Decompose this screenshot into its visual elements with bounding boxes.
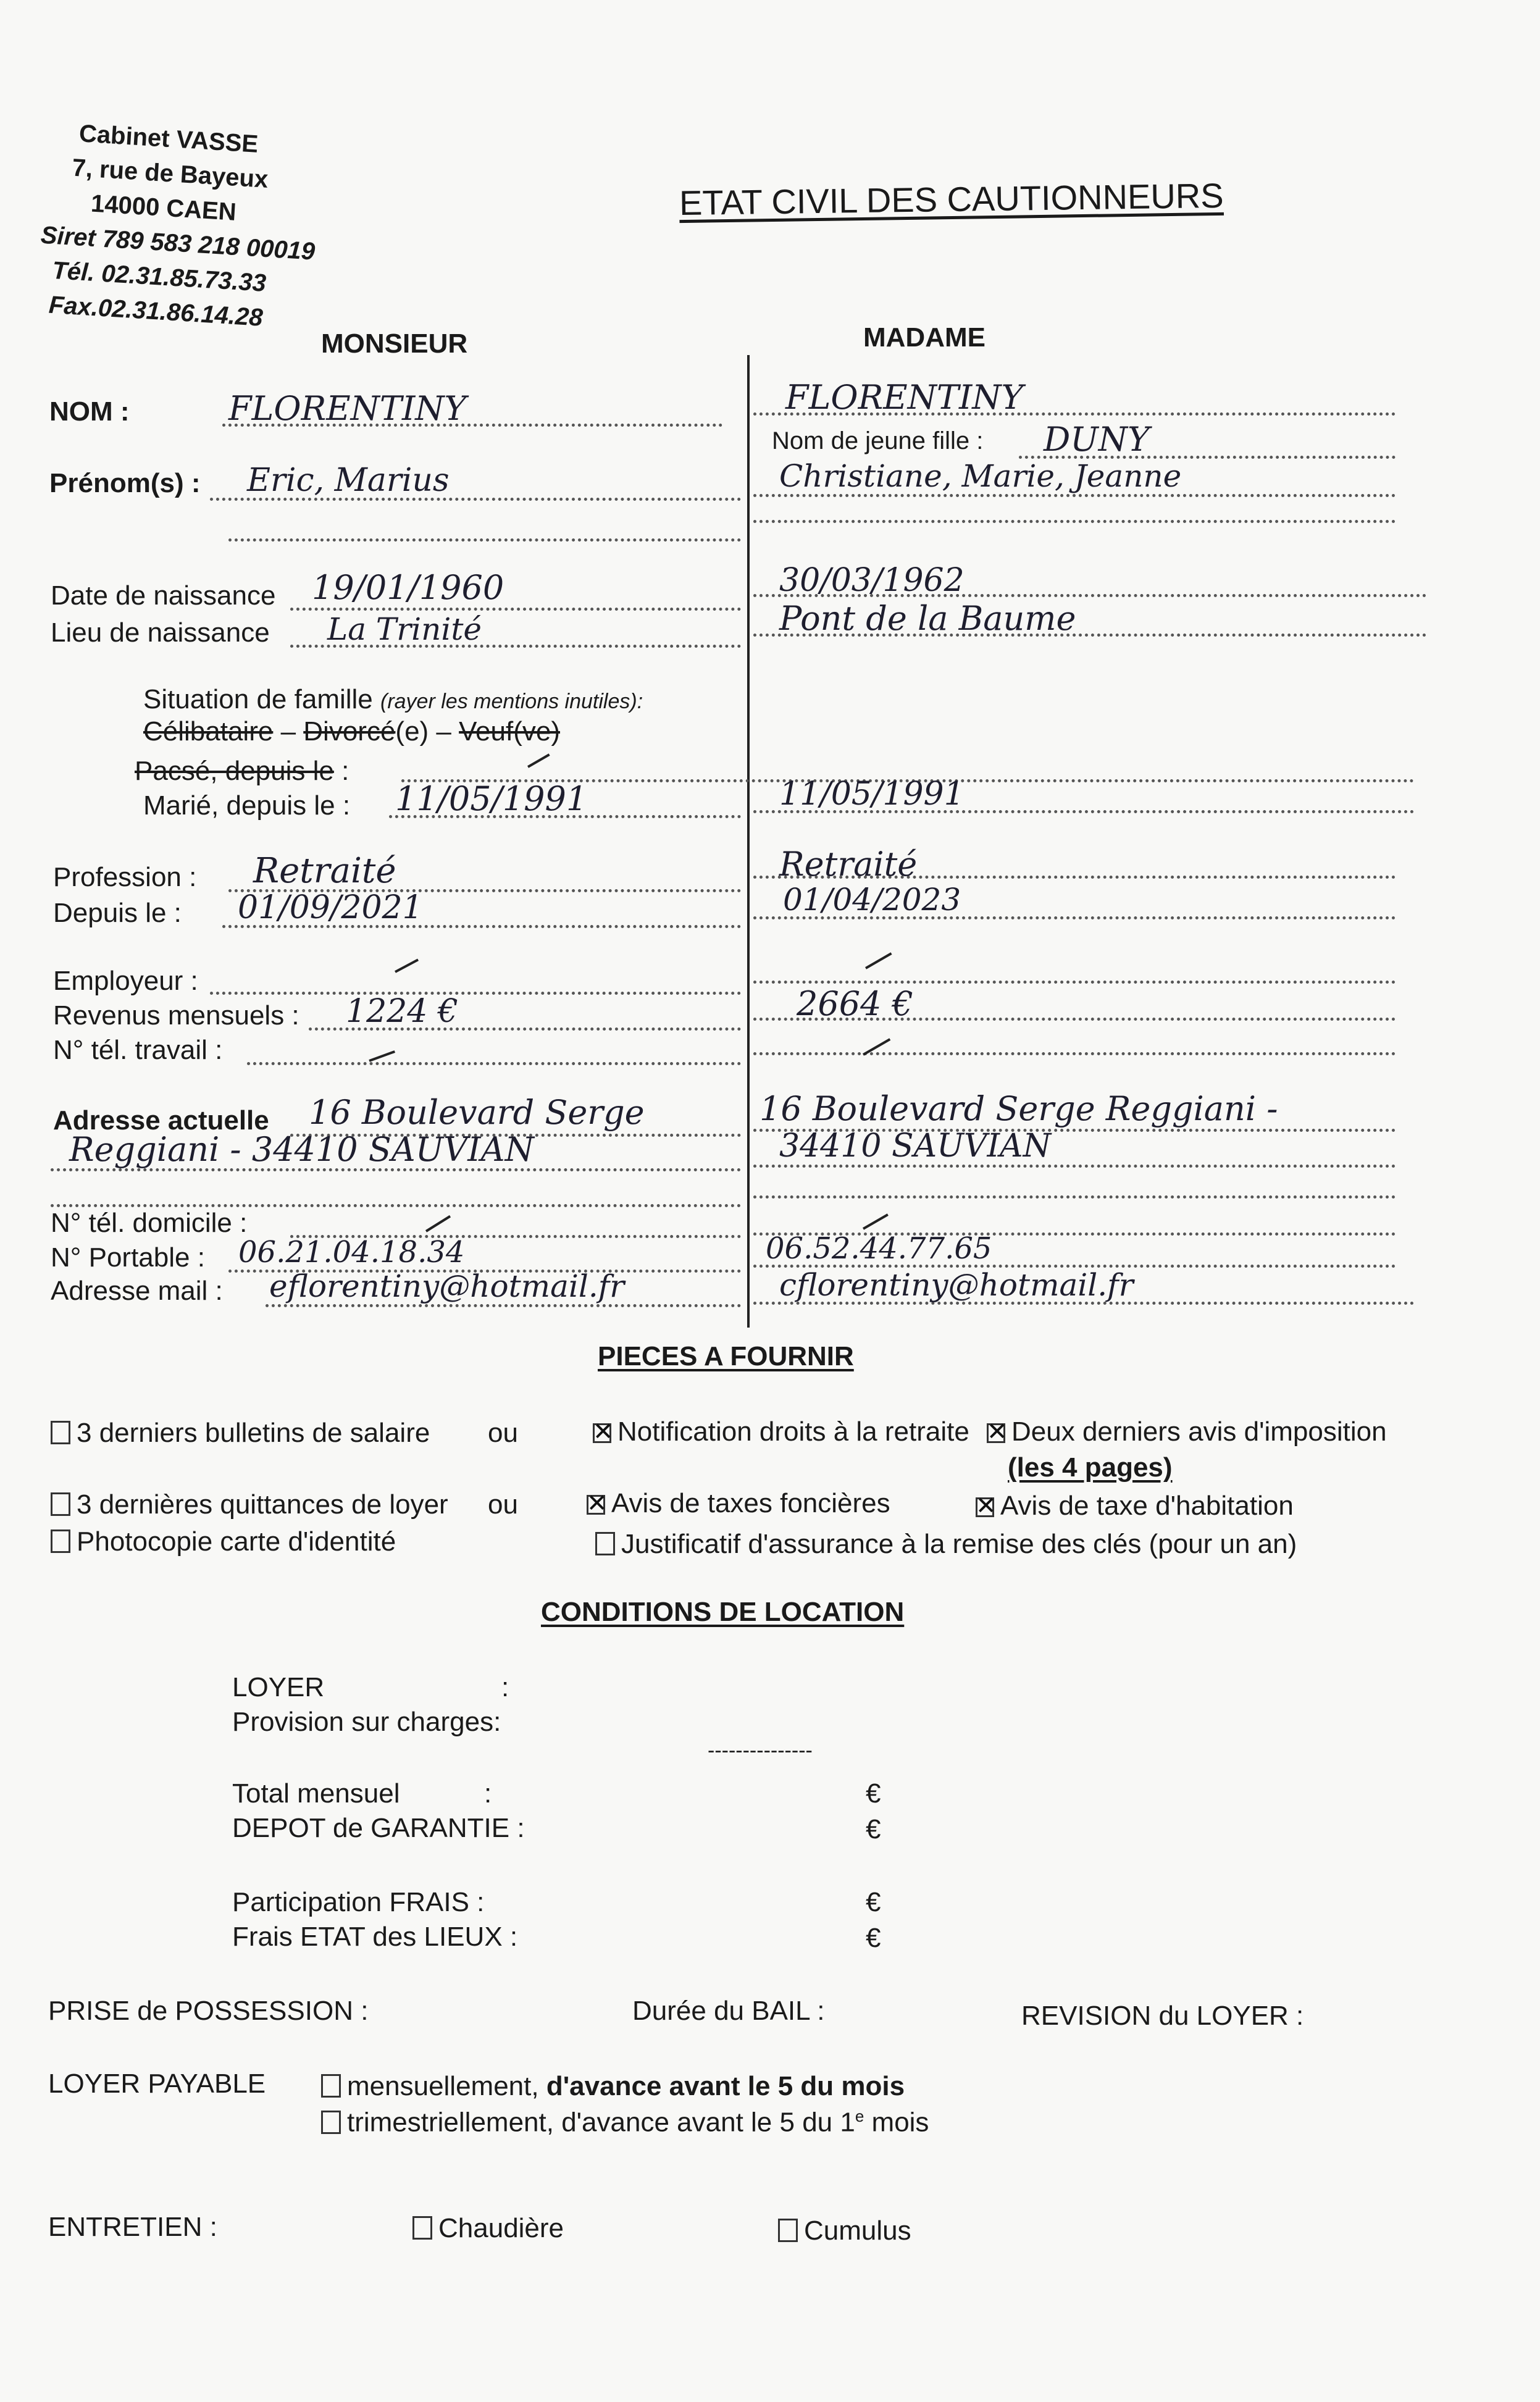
conditions-dashes: --------------- [708, 1739, 813, 1762]
piece-taxe-habitation-label: Avis de taxe d'habitation [1000, 1491, 1294, 1521]
dotted-line [753, 981, 1396, 984]
mensuellement-label: mensuellement, [347, 2071, 546, 2101]
strike-mark [369, 1050, 395, 1062]
cabinet-address-block [35, 114, 322, 338]
madame-adresse-line2: 34410 SAUVIAN [779, 1128, 1052, 1165]
label-depuis: Depuis le : [53, 898, 182, 928]
loyer-colon: : [501, 1672, 509, 1702]
label-prenoms: Prénom(s) : [49, 468, 201, 498]
piece-les-4-pages: (les 4 pages) [1008, 1452, 1173, 1483]
madame-adresse-line1: 16 Boulevard Serge Reggiani - [760, 1089, 1278, 1128]
checkbox-chaudiere[interactable] [412, 2216, 432, 2240]
label-loyer: LOYER [232, 1672, 325, 1702]
strike-mark [865, 952, 892, 969]
total-colon: : [484, 1778, 492, 1809]
piece-assurance [595, 1529, 1297, 1560]
dotted-line [228, 538, 741, 542]
madame-profession: Retraité [779, 845, 918, 884]
option-chaudiere [412, 2213, 564, 2244]
label-adresse-actuelle: Adresse actuelle [53, 1105, 269, 1136]
cabinet-street: 7, rue de Bayeux [71, 154, 269, 193]
column-madame: MADAME [863, 322, 986, 353]
dotted-line [51, 1204, 741, 1207]
option-celibataire: Célibataire [143, 716, 274, 747]
mensuellement-bold: d'avance avant le 5 du mois [546, 2071, 905, 2101]
label-depot-garantie: DEPOT de GARANTIE : [232, 1813, 525, 1843]
madame-lieu-naissance: Pont de la Baume [779, 599, 1076, 638]
label-tel-domicile: N° tél. domicile : [51, 1208, 248, 1238]
dotted-line [753, 1165, 1396, 1168]
checkbox-avis-imposition-checked[interactable] [987, 1423, 1005, 1443]
document-title: ETAT CIVIL DES CAUTIONNEURS [679, 175, 1224, 223]
dotted-line [247, 1062, 741, 1065]
piece-quittances-label: 3 dernières quittances de loyer [77, 1489, 448, 1520]
situation-label: Situation de famille [143, 684, 380, 714]
monsieur-date-naissance: 19/01/1960 [312, 568, 504, 607]
dotted-line [753, 1052, 1396, 1055]
label-prise-possession: PRISE de POSSESSION : [48, 1996, 369, 2026]
piece-ou-2: ou [488, 1489, 518, 1520]
option-pacse [135, 756, 349, 787]
cabinet-fax: Fax.02.31.86.14.28 [48, 291, 264, 332]
cabinet-phone: Tél. 02.31.85.73.33 [51, 256, 267, 298]
dotted-line [210, 992, 741, 995]
strike-mark [527, 753, 550, 768]
dotted-line [753, 520, 1396, 523]
dotted-line [753, 494, 1396, 497]
cabinet-siret: Siret 789 583 218 00019 [40, 221, 316, 266]
piece-bulletins [51, 1418, 430, 1449]
situation-title [143, 684, 643, 715]
madame-nom: FLORENTINY [785, 378, 1024, 417]
madame-marie-depuis: 11/05/1991 [779, 776, 965, 813]
checkbox-taxes-foncieres-checked[interactable] [587, 1495, 605, 1515]
piece-ou-1: ou [488, 1418, 518, 1448]
trimestriellement-suffix: mois [864, 2107, 929, 2138]
monsieur-revenus: 1224 € [346, 993, 458, 1030]
checkbox-quittances[interactable] [51, 1492, 70, 1516]
label-total-mensuel: Total mensuel [232, 1778, 400, 1809]
option-divorce-suffix: (e) – [395, 716, 459, 747]
trimestriellement-label: trimestriellement, d'avance avant le 5 du 1 [347, 2107, 855, 2138]
piece-carte-identite [51, 1526, 396, 1557]
piece-taxes-foncieres-label: Avis de taxes foncières [611, 1488, 890, 1518]
monsieur-marie-depuis: 11/05/1991 [395, 779, 588, 818]
monsieur-lieu-naissance: La Trinité [327, 611, 482, 647]
madame-prenoms: Christiane, Marie, Jeanne [779, 458, 1182, 494]
option-separator: – [273, 716, 304, 747]
label-employeur: Employeur : [53, 966, 198, 996]
madame-portable: 06.52.44.77.65 [766, 1231, 992, 1266]
dotted-line [290, 608, 741, 611]
checkbox-taxe-habitation-checked[interactable] [976, 1497, 994, 1517]
monsieur-adresse-line2: Reggiani - 34410 SAUVIAN [69, 1130, 534, 1169]
chaudiere-label: Chaudière [438, 2213, 564, 2243]
label-duree-bail: Durée du BAIL : [632, 1996, 825, 2026]
monsieur-depuis: 01/09/2021 [238, 889, 423, 926]
situation-note: (rayer les mentions inutiles): [380, 690, 643, 713]
monsieur-portable: 06.21.04.18.34 [238, 1235, 465, 1270]
label-provision: Provision sur charges: [232, 1707, 501, 1737]
checkbox-cumulus[interactable] [778, 2219, 798, 2242]
piece-carte-identite-label: Photocopie carte d'identité [77, 1526, 396, 1557]
label-entretien: ENTRETIEN : [48, 2212, 217, 2242]
pieces-title: PIECES A FOURNIR [598, 1341, 854, 1371]
label-tel-travail: N° tél. travail : [53, 1035, 223, 1065]
label-mail: Adresse mail : [51, 1276, 223, 1306]
conditions-title: CONDITIONS DE LOCATION [541, 1597, 905, 1627]
checkbox-mensuellement[interactable] [321, 2074, 341, 2098]
euro-total: € [866, 1778, 881, 1809]
checkbox-bulletins[interactable] [51, 1421, 70, 1444]
strike-mark [863, 1213, 889, 1229]
label-marie: Marié, depuis le : [143, 790, 351, 821]
piece-notification-label: Notification droits à la retraite [617, 1417, 969, 1447]
euro-frais-etat: € [866, 1923, 881, 1953]
label-revision-loyer: REVISION du LOYER : [1021, 2001, 1304, 2031]
piece-taxes-foncieres [587, 1488, 890, 1519]
piece-quittances [51, 1489, 448, 1520]
label-lieu-naissance: Lieu de naissance [51, 617, 270, 648]
column-divider [747, 355, 750, 1328]
option-mensuellement [321, 2071, 905, 2102]
piece-assurance-label: Justificatif d'assurance à la remise des clés (pour un an) [621, 1529, 1297, 1559]
dotted-line [753, 1195, 1396, 1199]
checkbox-trimestriellement[interactable] [321, 2111, 341, 2134]
monsieur-prenoms: Eric, Marius [247, 462, 450, 499]
label-loyer-payable: LOYER PAYABLE [48, 2069, 266, 2099]
label-portable: N° Portable : [51, 1242, 205, 1273]
madame-date-naissance: 30/03/1962 [779, 562, 965, 599]
piece-avis-imposition [987, 1417, 1387, 1447]
option-pacse-colon: : [333, 756, 349, 786]
checkbox-notification-checked[interactable] [593, 1423, 611, 1443]
strike-mark [395, 959, 419, 973]
label-revenus: Revenus mensuels : [53, 1000, 299, 1031]
column-monsieur: MONSIEUR [321, 328, 468, 359]
option-pacse-label: Pacsé, depuis le [135, 756, 334, 786]
madame-revenus: 2664 € [797, 984, 913, 1023]
label-profession: Profession : [53, 862, 197, 892]
strike-mark [425, 1215, 451, 1232]
situation-options [143, 716, 560, 747]
cabinet-city: 14000 CAEN [90, 190, 237, 226]
euro-participation: € [866, 1887, 881, 1917]
monsieur-nom: FLORENTINY [228, 389, 467, 428]
option-trimestriellement [321, 2107, 929, 2138]
cabinet-name: Cabinet VASSE [78, 120, 259, 158]
cumulus-label: Cumulus [804, 2216, 911, 2246]
label-frais-etat-lieux: Frais ETAT des LIEUX : [232, 1922, 518, 1952]
label-date-naissance: Date de naissance [51, 580, 276, 611]
monsieur-profession: Retraité [253, 851, 396, 891]
monsieur-adresse-line1: 16 Boulevard Serge [309, 1093, 645, 1132]
piece-avis-imposition-label: Deux derniers avis d'imposition [1011, 1417, 1387, 1447]
monsieur-mail: eflorentiny@hotmail.fr [269, 1268, 625, 1304]
dotted-line [266, 1304, 741, 1307]
label-nom-jeune-fille: Nom de jeune fille : [772, 427, 984, 454]
label-nom: NOM : [49, 396, 130, 427]
label-participation-frais: Participation FRAIS : [232, 1887, 485, 1917]
piece-bulletins-label: 3 derniers bulletins de salaire [77, 1418, 430, 1448]
piece-notification [593, 1417, 969, 1447]
madame-depuis: 01/04/2023 [783, 882, 961, 918]
option-veuf: Veuf(ve) [459, 716, 560, 747]
madame-mail: cflorentiny@hotmail.fr [779, 1267, 1134, 1303]
option-divorce: Divorcé [303, 716, 396, 747]
piece-taxe-habitation [976, 1491, 1294, 1521]
option-cumulus [778, 2216, 911, 2246]
checkbox-carte-identite[interactable] [51, 1529, 70, 1553]
trimestriellement-sup: e [855, 2107, 864, 2125]
euro-depot: € [866, 1814, 881, 1844]
madame-nom-jeune-fille: DUNY [1044, 420, 1150, 459]
checkbox-assurance[interactable] [595, 1532, 615, 1555]
